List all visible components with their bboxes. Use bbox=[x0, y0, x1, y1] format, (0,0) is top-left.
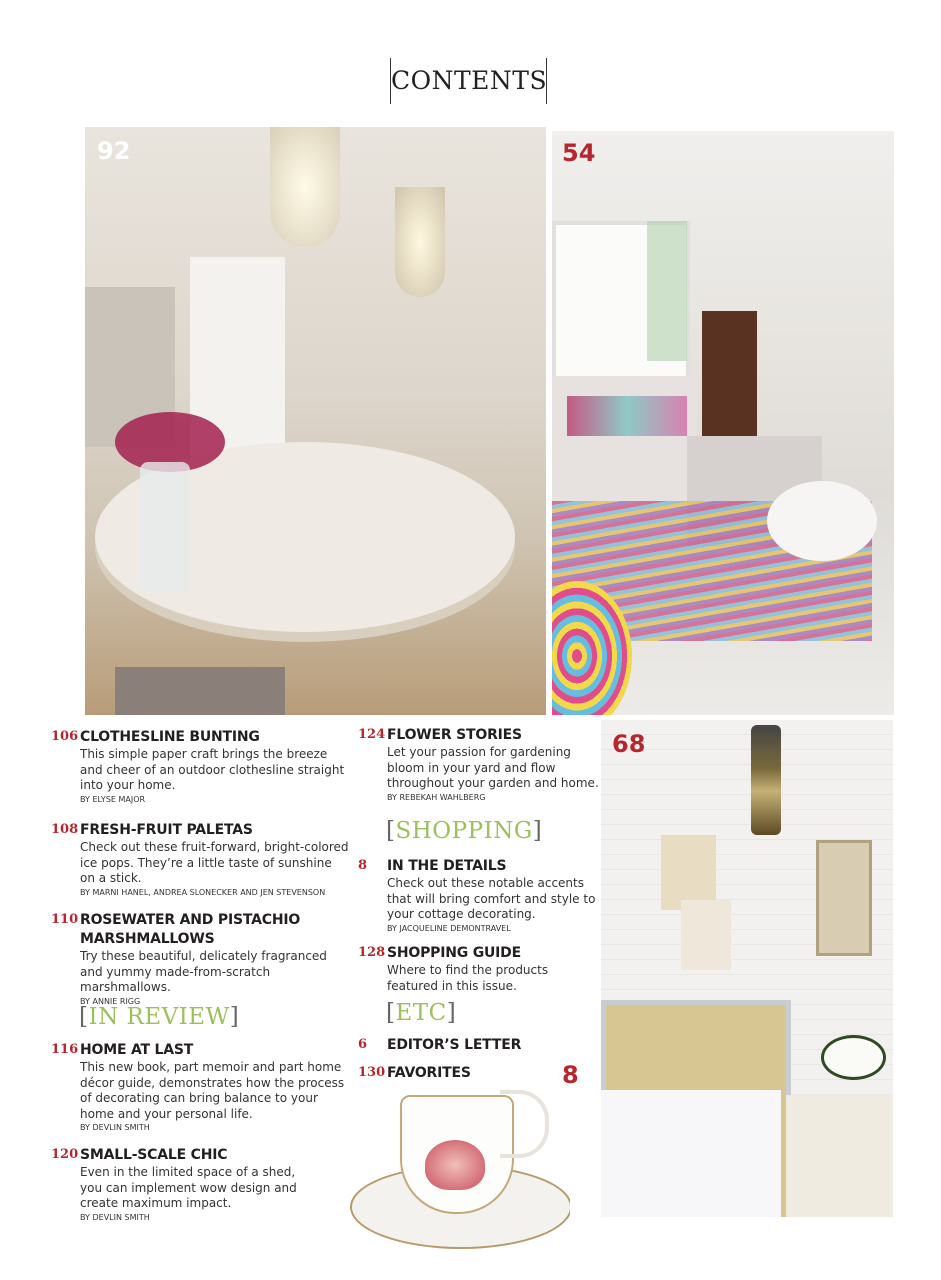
toc-entry[interactable] bbox=[51, 1146, 305, 1224]
photo-page-number: 54 bbox=[562, 139, 596, 167]
toc-entry[interactable] bbox=[51, 728, 350, 806]
entry-title: ROSEWATER AND PISTACHIO MARSHMALLOWS bbox=[80, 912, 301, 947]
section-heading-etc: [ETC] bbox=[386, 1000, 457, 1026]
entry-description: This new book, part memoir and part home décor guide, demonstrates how the process of decorating can bring balance to your home and your personal life. bbox=[80, 1060, 345, 1121]
page-number: 106 bbox=[51, 729, 79, 744]
photo-page-number: 68 bbox=[612, 730, 646, 758]
entry-title: EDITOR’S LETTER bbox=[387, 1037, 522, 1053]
page-number: 124 bbox=[358, 727, 386, 742]
toc-entry[interactable] bbox=[51, 821, 350, 899]
toc-entry[interactable] bbox=[51, 1041, 350, 1134]
toc-entry[interactable] bbox=[358, 944, 592, 994]
photo-teacup bbox=[350, 1085, 570, 1250]
cup-handle bbox=[500, 1090, 549, 1158]
entry-description: Where to find the products featured in this issue. bbox=[387, 963, 549, 993]
entry-title: FLOWER STORIES bbox=[387, 727, 522, 743]
photo-living-room bbox=[552, 131, 894, 715]
page-title: CONTENTS bbox=[390, 58, 547, 104]
entry-byline: BY REBEKAH WAHLBERG bbox=[387, 792, 486, 802]
nightstand bbox=[786, 1095, 893, 1217]
pillows bbox=[567, 396, 687, 436]
section-label: IN REVIEW bbox=[88, 1004, 230, 1030]
toc-entry[interactable] bbox=[358, 1064, 557, 1083]
entry-description: Even in the limited space of a shed, you can implement wow design and create maximum impact. bbox=[80, 1165, 297, 1210]
vase bbox=[140, 462, 190, 592]
chandelier bbox=[395, 187, 445, 297]
entry-title: SMALL-SCALE CHIC bbox=[80, 1147, 228, 1163]
photo-page-number: 8 bbox=[562, 1061, 579, 1089]
section-heading-shopping: [SHOPPING] bbox=[386, 818, 543, 844]
entry-description: Let your passion for gardening bloom in your yard and flow throughout your garden and home. bbox=[387, 745, 599, 790]
entry-byline: BY DEVLIN SMITH bbox=[80, 1212, 150, 1222]
entry-description: Check out these notable accents that will bring comfort and style to your cottage decorating. bbox=[387, 876, 596, 921]
entry-byline: BY JACQUELINE DEMONTRAVEL bbox=[387, 923, 511, 933]
entry-title: HOME AT LAST bbox=[80, 1042, 194, 1058]
toc-entry[interactable] bbox=[358, 726, 599, 804]
entry-byline: BY MARNI HANEL, ANDREA SLONECKER AND JEN STEVENSON bbox=[80, 887, 326, 897]
bed bbox=[601, 1090, 781, 1217]
page-number: 110 bbox=[51, 912, 79, 927]
entry-title: FRESH-FRUIT PALETAS bbox=[80, 822, 253, 838]
photo-bedroom bbox=[601, 720, 893, 1217]
wall-lamp bbox=[751, 725, 781, 835]
heron-print bbox=[661, 835, 716, 910]
toc-entry[interactable] bbox=[358, 1036, 599, 1055]
entry-byline: BY ELYSE MAJOR bbox=[80, 794, 146, 804]
entry-byline: BY ANNIE RIGG bbox=[80, 996, 141, 1006]
flowers bbox=[821, 1035, 886, 1080]
toc-entry[interactable] bbox=[51, 911, 350, 1008]
entry-title: CLOTHESLINE BUNTING bbox=[80, 729, 260, 745]
photo-page-number: 92 bbox=[97, 137, 131, 165]
entry-title: FAVORITES bbox=[387, 1065, 471, 1081]
section-heading-in-review: [IN REVIEW] bbox=[79, 1004, 240, 1030]
page-number: 108 bbox=[51, 822, 79, 837]
section-label: SHOPPING bbox=[395, 818, 533, 844]
curtain bbox=[647, 221, 687, 361]
page-number: 8 bbox=[358, 858, 368, 873]
page-number: 120 bbox=[51, 1147, 79, 1162]
toc-entry[interactable] bbox=[358, 857, 599, 935]
wall-shelf bbox=[816, 840, 872, 956]
sheepskin bbox=[767, 481, 877, 561]
photo-dining-room bbox=[85, 127, 546, 715]
entry-title: SHOPPING GUIDE bbox=[387, 945, 521, 961]
page-number: 128 bbox=[358, 945, 386, 960]
cabinet bbox=[702, 311, 757, 441]
page-number: 130 bbox=[358, 1065, 386, 1080]
entry-title: IN THE DETAILS bbox=[387, 858, 507, 874]
entry-description: Try these beautiful, delicately fragranced and yummy made-from-scratch marshmallows. bbox=[80, 949, 327, 994]
egg-print bbox=[681, 900, 731, 970]
entry-description: This simple paper craft brings the breeze and cheer of an outdoor clothesline straight into your home. bbox=[80, 747, 345, 792]
page-number: 6 bbox=[358, 1037, 368, 1052]
section-label: ETC bbox=[395, 1000, 447, 1026]
magnolia-pattern bbox=[425, 1140, 485, 1190]
chair-seat bbox=[115, 667, 285, 715]
chandelier bbox=[270, 127, 340, 247]
entry-description: Check out these fruit-forward, bright-colored ice pops. They’re a little taste of sunshine on a stick. bbox=[80, 840, 349, 885]
entry-byline: BY DEVLIN SMITH bbox=[80, 1123, 150, 1132]
page-number: 116 bbox=[51, 1042, 79, 1057]
